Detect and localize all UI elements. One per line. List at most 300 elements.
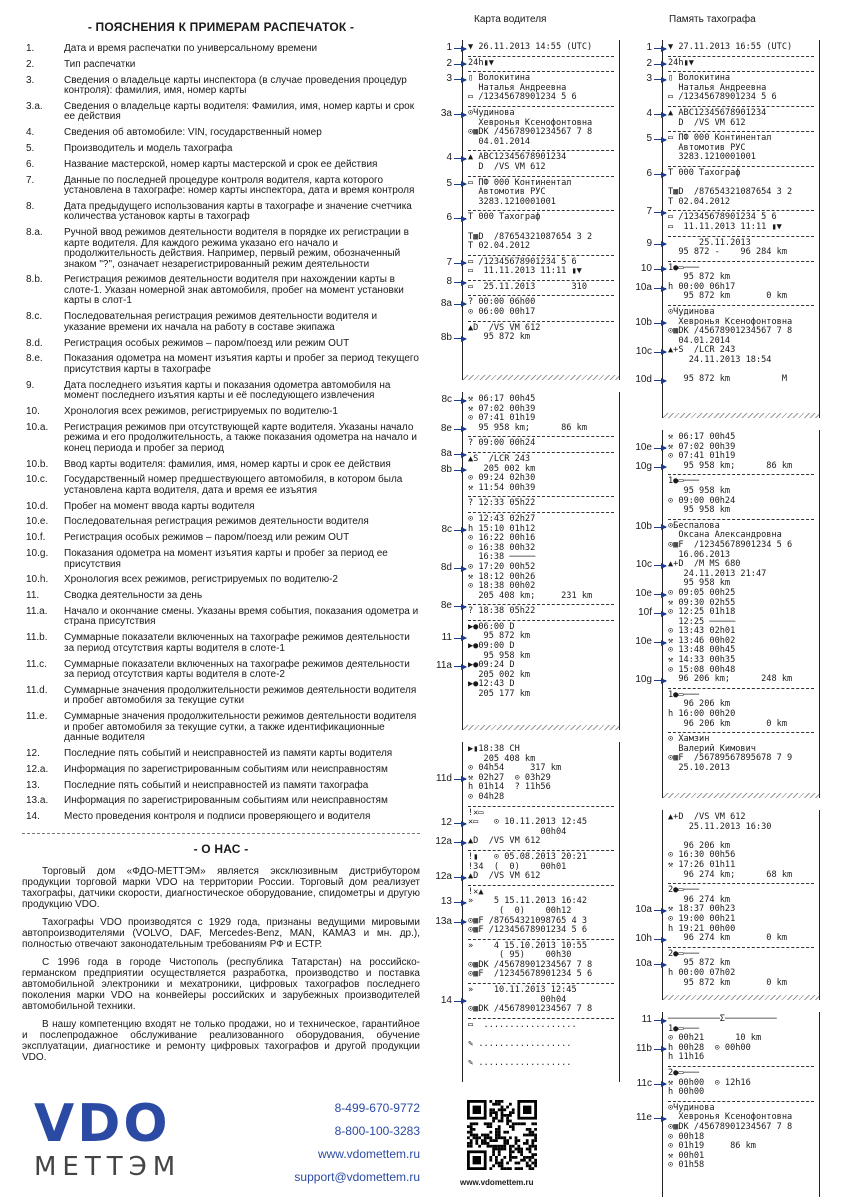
callout-label: 11a (436, 660, 452, 672)
callout-label: 8b (440, 332, 452, 344)
callout-arrow-icon (654, 48, 666, 49)
tape-line: 96 274 km (668, 894, 731, 905)
tape-separator (668, 261, 814, 262)
callout-arrow-icon (654, 114, 666, 115)
explanation-text: Последовательная регистрация режимов деятельности водителя (64, 516, 369, 528)
tape-line: Хевронья Ксенофонтовна (468, 117, 593, 128)
tape-line: ▲+S /LCR 243 (668, 345, 736, 356)
phone-1[interactable]: 8-499-670-9772 (334, 1101, 420, 1115)
callout-arrow-icon (654, 244, 666, 245)
callout-arrow-icon (654, 212, 666, 213)
callout-arrow-icon (654, 64, 666, 65)
tape-line: T▦D /87654321087654 3 2 (668, 187, 793, 198)
callout-label: 5 (446, 177, 452, 189)
callout-label: 3 (646, 73, 652, 85)
tape-line: ⊙Чудинова (668, 1102, 715, 1113)
tape-line: Хевронья Ксенофонтовна (668, 1112, 793, 1123)
tape-line: ⊙ 13:48 00h45 (668, 645, 736, 656)
tape-separator (468, 150, 614, 151)
tape-line: 16.06.2013 (668, 549, 731, 560)
tape-line: ⊙ 09:00 00h24 (668, 495, 736, 506)
torn-edge (463, 725, 619, 730)
callout-label: 13a (435, 915, 452, 927)
tape-separator (668, 106, 814, 107)
explanation-text: Дата последнего изъятия карты и показания одометра автомобиля на момент последнего изъятия карты и её последующего извлечения (64, 379, 391, 402)
explanation-number: 11. (26, 590, 40, 602)
tape-line: ⊙ 09:24 02h30 (468, 473, 536, 484)
tape-line: 1●▭─── (668, 262, 700, 273)
explanation-text: Тип распечатки (64, 58, 136, 70)
explanation-text: Место проведения контроля и подписи проверяющего и водителя (64, 811, 371, 823)
explanation-item (22, 160, 420, 171)
explanation-number: 14. (26, 811, 40, 823)
explanation-item (22, 460, 420, 471)
tape-line: D /VS VM 612 (468, 161, 546, 172)
explanation-text: Регистрация особых режимов – паром/поезд или режим OUT (64, 337, 350, 349)
tape-line: ⊙ 13:43 02h01 (668, 626, 736, 637)
tape-line: 95 872 km (668, 958, 731, 969)
callout-label: 10 (640, 262, 652, 274)
phone-2[interactable]: 8-800-100-3283 (334, 1124, 420, 1138)
callout-arrow-icon (454, 282, 466, 283)
callout-arrow-icon (654, 448, 666, 449)
tape-line: ⚒ 02h27 ⊙ 03h29 (468, 772, 551, 783)
callout-label: 4 (446, 152, 452, 164)
explanation-number: 8.е. (26, 353, 43, 365)
callout-label: 2 (446, 57, 452, 69)
tape-line: ⚒ 07:02 00h39 (668, 441, 736, 452)
tape-separator (668, 1101, 814, 1102)
callout-label: 10b (635, 316, 652, 328)
callout-label: 8b (440, 463, 452, 475)
explanation-item (22, 749, 420, 760)
explanation-item (22, 176, 420, 197)
tape-line: ⊙ 18:38 00h02 (468, 581, 536, 592)
tape-line: ▼ 27.11.2013 16:55 (UTC) (668, 42, 793, 52)
tape-line: T 000 Тахограф (668, 167, 741, 178)
tape-line: ⊙▦DK /45678901234567 7 8 (468, 127, 593, 138)
tape-line: ▭ ПФ 000 Континентал (668, 133, 772, 144)
tape-line: 205 002 km (468, 463, 536, 474)
explanation-number: 8.d. (26, 337, 43, 349)
tape-line: ⚒ 13:46 00h02 (668, 635, 736, 646)
explanation-item (22, 686, 420, 707)
callout-label: 2 (646, 57, 652, 69)
tape-line: ⊙ 04h54 317 km (468, 763, 562, 774)
tape-line: ⚒ 06:17 00h45 (468, 394, 536, 404)
explanation-number: 13.а. (26, 795, 49, 807)
tape-line: 95 872 km (468, 332, 531, 343)
tape-line: T 02.04.2012 (668, 196, 731, 207)
callout-label: 8c (441, 394, 452, 405)
tape-separator (668, 519, 814, 520)
tape-line: ▭ /12345678901234 5 6 (668, 212, 777, 223)
tape-separator (468, 56, 614, 57)
tape-separator (468, 106, 614, 107)
tape-line: ▭ /12345678901234 5 6 (468, 92, 577, 103)
explanation-number: 8.а. (26, 227, 43, 239)
callout-label: 10c (635, 559, 652, 571)
callout-label: 8a (440, 448, 452, 459)
tape-separator (468, 496, 614, 497)
explanation-number: 10.h. (26, 574, 49, 586)
tape-line: 95 872 km 0 km (668, 977, 787, 988)
qr-caption: www.vdomettem.ru (460, 1178, 534, 1187)
tape-line: ▲D /VS VM 612 (468, 322, 541, 333)
callout-arrow-icon (454, 1001, 466, 1002)
tape-line: ▭ 11.11.2013 11:11 ▮▼ (468, 266, 582, 277)
about-title: - О НАС - (193, 841, 249, 856)
tape-line: ⚒ 18:12 00h26 (468, 571, 536, 582)
explanation-number: 3. (26, 74, 35, 86)
printout-tape (662, 1012, 820, 1197)
tape-line: !✕▭ (468, 807, 484, 818)
tape-line: ▲D /VS VM 612 (468, 836, 541, 847)
explanation-text: Последние пять событий и неисправностей из памяти тахографа (64, 779, 369, 791)
tape-line: T 02.04.2012 (468, 241, 531, 252)
explanation-number: 11.b. (26, 632, 48, 644)
tape-line: ⊙ 00h21 10 km (668, 1033, 762, 1044)
printout-tape (662, 40, 820, 418)
explanation-number: 11.d. (26, 684, 48, 696)
callout-label: 12a (435, 871, 452, 883)
explanation-item (22, 202, 420, 223)
qr-code-icon[interactable] (467, 1100, 537, 1170)
tape-separator (668, 236, 814, 237)
callout-label: 8e (440, 422, 452, 434)
explanation-item (22, 575, 420, 586)
explanation-number: 10.е. (26, 516, 49, 528)
explanation-item (22, 128, 420, 139)
tape-line: ✕▭ ⊙ 10.11.2013 12:45 (468, 817, 587, 828)
explanation-text: Дата и время распечатки по универсальному времени (64, 43, 318, 54)
callout-arrow-icon (654, 352, 666, 353)
explanation-number: 10.а. (26, 421, 49, 433)
tape-line: 2●▭─── (668, 948, 700, 959)
callout-arrow-icon (654, 1084, 666, 1085)
explanation-item (22, 533, 420, 544)
tape-line: ▼ 26.11.2013 14:55 (UTC) (468, 42, 593, 52)
explanation-text: Ввод карты водителя: фамилия, имя, номер карты и срок ее действия (64, 458, 391, 470)
column-header-driver-card: Карта водителя (474, 14, 547, 25)
tape-line: ? 18:38 05h22 (468, 606, 536, 617)
explanation-text: Суммарные значения продолжительности режимов деятельности водителя и пробег автомобиля за текущие сутки, а также идентификационные данные водителя (64, 711, 417, 744)
tape-separator (468, 512, 614, 513)
callout-arrow-icon (654, 467, 666, 468)
explanation-item (22, 339, 420, 350)
tape-line: 25.11.2013 (668, 237, 751, 248)
explanation-number: 3.а. (26, 100, 43, 112)
tape-line: ✎ .................. (468, 1039, 572, 1050)
explanation-text: Сведения о владельце карты водителя: Фамилия, имя, номер карты и срок ее действия (64, 100, 415, 123)
explanation-text: Информация по зарегистрированным событиям или неисправностям (64, 763, 388, 775)
about-paragraph: С 1996 года в городе Чистополь (республика Татарстан) на российско-германском предприятии осуществляется разработка, производство и поставка автомобильной электроники и мехатроники, цифровых тахографов последнего поколения марки VDO на конвейеры российских и зарубежных производителей автомобильной техники. (22, 956, 420, 1012)
explanation-number: 10.f. (26, 532, 46, 544)
explanation-text: Название мастерской, номер карты мастерской и срок ее действия (64, 158, 378, 170)
torn-edge (463, 375, 619, 380)
callout-label: 8c (441, 523, 452, 535)
tape-line: ▯ Волокитина (668, 73, 731, 84)
explanation-number: 11.а. (26, 605, 48, 617)
tape-separator (668, 71, 814, 72)
tape-line: ▭ .................. (468, 1019, 577, 1030)
printout-tape (462, 742, 620, 1082)
tape-line: ⚒ 06:17 00h45 (668, 432, 736, 442)
tape-line: Наталья Андреевна (668, 82, 767, 93)
tape-line: ▭ ПФ 000 Континентал (468, 177, 572, 188)
callout-label: 10e (635, 588, 652, 599)
explanation-item (22, 275, 420, 307)
tape-line: 205 408 km (468, 753, 536, 764)
callout-label: 8e (440, 600, 452, 612)
tape-line: 95 958 km (668, 485, 731, 496)
tape-line: ⊙ 01h58 (668, 1160, 705, 1171)
about-paragraph: Торговый дом «ФДО-МЕТТЭМ» является эксклюзивным дистрибутором продукции торговой марки VDO на территории России. Торговый дом реализует тахографы, датчики скорости, диагностическое оборудование, спидометры и другую продукцию VDO. (22, 865, 420, 910)
tape-line: ▯ Волокитина (468, 73, 531, 84)
tape-line: ⊙ 15:08 00h48 (668, 664, 736, 675)
callout-label: 8a (440, 297, 452, 309)
explanation-number: 10.b. (26, 458, 49, 470)
tape-line: ⊙ 09:05 00h25 (668, 587, 736, 598)
callout-arrow-icon (654, 174, 666, 175)
explanation-text: Данные по последней процедуре контроля водителя, карта которого установлена в тахографе: номер карты инспектора, дата и время контроля (64, 174, 415, 197)
torn-edge (663, 413, 819, 418)
tape-line: ⊙ 12:25 01h18 (668, 607, 736, 618)
callout-label: 10g (635, 460, 652, 472)
callout-label: 10c (635, 345, 652, 357)
explanation-item (22, 812, 420, 823)
callout-label: 13 (440, 896, 452, 908)
explanation-number: 7. (26, 174, 35, 186)
tape-line: 1●▭─── (668, 689, 700, 700)
explanation-text: Хронология всех режимов, регистрируемых по водителю-2 (64, 574, 338, 586)
explanation-number: 12.а. (26, 763, 49, 775)
tape-separator (668, 166, 814, 167)
callout-arrow-icon (454, 606, 466, 607)
tape-line: !✕▲ (468, 886, 484, 897)
callout-arrow-icon (454, 184, 466, 185)
callout-label: 10a (635, 904, 652, 916)
explanation-text: Ручной ввод режимов деятельности водителя в порядке их регистрации в карте водителя. Для каждого режима указано его начало и продолжительность действия. Например, первый режим, обозначенный знаком "?", означает незарегистрированный режим деятельности (64, 227, 409, 270)
tape-line: 1●▭─── (668, 1023, 700, 1034)
explanation-item (22, 381, 420, 402)
callout-label: 4 (646, 108, 652, 119)
callout-arrow-icon (454, 79, 466, 80)
tape-line: Автомотив РУС (468, 187, 546, 198)
email-link[interactable]: support@vdomettem.ru (294, 1170, 420, 1184)
callout-label: 10a (635, 282, 652, 293)
tape-line: ⚒ 11:54 00h39 (468, 482, 536, 493)
tape-line: T 000 Тахограф (468, 212, 541, 223)
explanation-number: 11.с. (26, 658, 47, 670)
callout-label: 10h (635, 933, 652, 945)
callout-arrow-icon (454, 568, 466, 569)
printout-tape (662, 430, 820, 798)
tape-line: ⊙ 07:41 01h19 (468, 413, 536, 424)
tape-line: ⊙▦F /12345678901234 5 6 (668, 539, 793, 550)
website-link[interactable]: www.vdomettem.ru (317, 1147, 420, 1161)
callout-arrow-icon (454, 263, 466, 264)
tape-separator (668, 131, 814, 132)
callout-label: 7 (646, 206, 652, 218)
tape-line: ⚒ 18:37 00h23 (668, 904, 736, 915)
tape-line: 1●▭─── (668, 476, 700, 487)
tape-separator (668, 305, 814, 306)
explanation-item (22, 144, 420, 155)
tape-line: ⊙ 00h18 (668, 1131, 705, 1142)
tape-line: 24h▮▼ (468, 57, 494, 68)
explanation-text: Последовательная регистрация режимов деятельности водителя и указание времени их начала на работу в составе экипажа (64, 311, 378, 333)
tape-line: 96 206 km; 248 km (668, 674, 793, 685)
tape-line: h 01h14 ? 11h56 (468, 782, 551, 793)
tape-line: ⊙ Хамзин (668, 734, 710, 745)
callout-arrow-icon (654, 565, 666, 566)
explanation-item (22, 517, 420, 528)
callout-label: 10f (638, 607, 652, 619)
callout-label: 11d (436, 772, 452, 784)
callout-arrow-icon (454, 842, 466, 843)
explanation-text: Дата предыдущего использования карты в тахографе и значение счетчика количества установок карты в тахограф (64, 200, 412, 223)
tape-line: 2●▭─── (668, 885, 700, 896)
callout-arrow-icon (654, 527, 666, 528)
tape-line: Валерий Кимович (668, 743, 756, 754)
callout-label: 11 (641, 1014, 652, 1025)
callout-arrow-icon (654, 1020, 666, 1021)
explanation-item (22, 781, 420, 792)
tape-line: 00h04 (468, 826, 567, 837)
explanation-text: Производитель и модель тахографа (64, 142, 233, 154)
tape-line: ⊙ 01h19 86 km (668, 1141, 756, 1152)
callout-label: 9 (646, 237, 652, 249)
callout-label: 6 (446, 212, 452, 224)
tape-line: 96 206 km (668, 840, 731, 851)
callout-arrow-icon (454, 114, 466, 115)
callout-arrow-icon (454, 429, 466, 430)
tape-line: ▶●06:00 D (468, 621, 515, 632)
callout-arrow-icon (654, 613, 666, 614)
tape-line: ▭ 25.11.2013 310 (468, 281, 587, 292)
explanation-number: 6. (26, 158, 35, 170)
explanation-text: Суммарные значения продолжительности режимов деятельности водителя и пробег автомобиля за текущие сутки (64, 684, 417, 707)
tape-line: 95 958 km; 86 km (668, 460, 793, 471)
tape-line: 2●▭─── (668, 1067, 700, 1078)
explanation-number: 9. (26, 379, 35, 391)
callout-arrow-icon (654, 380, 666, 381)
explanation-item (22, 660, 420, 681)
callout-arrow-icon (654, 594, 666, 595)
tape-line: ▶▮18:38 CH (468, 744, 520, 754)
explanation-number: 8.с. (26, 311, 43, 323)
tape-line: ⊙▦DK /45678901234567 7 8 (668, 1121, 793, 1132)
tape-line: 04.01.2014 (468, 136, 531, 147)
explanation-number: 11.е. (26, 711, 48, 723)
callout-label: 10d (635, 374, 652, 386)
callout-arrow-icon (454, 922, 466, 923)
callout-arrow-icon (654, 964, 666, 965)
tape-line: ▭ 11.11.2013 11:11 ▮▼ (668, 221, 782, 232)
tape-line: ✎ .................. (468, 1058, 572, 1069)
tape-separator (468, 71, 614, 72)
printout-tape (662, 810, 820, 1000)
tape-line: 96 274 km; 68 km (668, 869, 793, 880)
callout-label: 10e (635, 636, 652, 647)
logo-vdo: VDO (34, 1094, 171, 1154)
column-header-tacho-memory: Память тахографа (669, 14, 756, 25)
tape-separator (468, 436, 614, 437)
tape-line: ⊙ 19:00 00h21 (668, 913, 736, 924)
explanation-item (22, 765, 420, 776)
callout-label: 12a (435, 836, 452, 848)
tape-line: ⊙▦DK /45678901234567 7 8 (468, 1004, 593, 1015)
tape-line: Автомотив РУС (668, 142, 746, 153)
explanation-item (22, 633, 420, 654)
tape-separator (668, 883, 814, 884)
callout-label: 10e (635, 441, 652, 453)
tape-line: 96 206 km 0 km (668, 718, 787, 729)
explanation-item (22, 102, 420, 123)
tape-line: Оксана Александровна (668, 530, 782, 541)
explanation-number: 10.d. (26, 500, 49, 512)
tape-line: ⊙Чудинова (468, 107, 515, 118)
explanation-item (22, 591, 420, 602)
callout-arrow-icon (454, 400, 466, 401)
tape-line: ? 00:00 06h00 (468, 297, 536, 308)
tape-separator (468, 255, 614, 256)
callout-label: 7 (446, 256, 452, 268)
callout-arrow-icon (454, 779, 466, 780)
tape-line: 25.10.2013 (668, 763, 731, 773)
tape-line: ⚒ 09:30 02h55 (668, 597, 736, 608)
callout-label: 8 (446, 276, 452, 287)
tape-line: ⊙ 16:22 00h16 (468, 533, 536, 544)
tape-line: ▶●12:43 D (468, 679, 515, 690)
tape-line: ⊙ 06:00 00h17 (468, 307, 536, 318)
explanations-list (22, 44, 420, 823)
tape-line: Наталья Андреевна (468, 82, 567, 93)
tape-line: 95 872 - 96 284 km (668, 247, 787, 258)
tape-line: 95 872 km 0 km (668, 291, 787, 302)
printout-tape (462, 392, 620, 730)
tape-separator (468, 604, 614, 605)
tape-line: ⊙Беспалова (668, 520, 720, 531)
tape-separator (668, 210, 814, 211)
explanations-title: - ПОЯСНЕНИЯ К ПРИМЕРАМ РАСПЕЧАТОК - (87, 20, 355, 34)
tape-line: h 00h28 ⊙ 00h00 (668, 1042, 751, 1053)
tape-line: ⊙▦DK /45678901234567 7 8 (468, 959, 593, 970)
callout-arrow-icon (454, 218, 466, 219)
tape-line: ▲ ABC12345678901234 (668, 107, 767, 118)
explanation-text: Сводка деятельности за день (64, 590, 203, 602)
explanation-item (22, 76, 420, 97)
explanation-text: Суммарные показатели включенных на тахографе режимов деятельности за период отсутствия карты водителя в слоте-1 (64, 632, 410, 654)
tape-line: 95 872 km (468, 631, 531, 642)
tape-line: ⊙▦F /12345678901234 5 6 (468, 925, 587, 936)
callout-arrow-icon (654, 910, 666, 911)
explanation-number: 10.g. (26, 548, 49, 560)
tape-line: h 00h00 (668, 1087, 705, 1098)
tape-line: !34 ( 0) 00h01 (468, 861, 567, 872)
callout-arrow-icon (454, 470, 466, 471)
callout-arrow-icon (454, 877, 466, 878)
tape-line: h 15:10 01h12 (468, 523, 536, 534)
callout-arrow-icon (454, 48, 466, 49)
tape-line: D /VS VM 612 (668, 117, 746, 128)
explanation-item (22, 607, 420, 628)
explanation-text: Последние пять событий и неисправностей из памяти карты водителя (64, 747, 393, 759)
explanation-item (22, 796, 420, 807)
about-paragraph: В нашу компетенцию входят не только продажи, но и техническое, гарантийное и послепродажное обслуживание реализованного оборудования, обучение эксплуатации, диагностике и ремонту цифровых тахографов и другой продукции VDO. (22, 1018, 420, 1063)
tape-line: » 4 15.10.2013 10:55 (468, 940, 587, 951)
